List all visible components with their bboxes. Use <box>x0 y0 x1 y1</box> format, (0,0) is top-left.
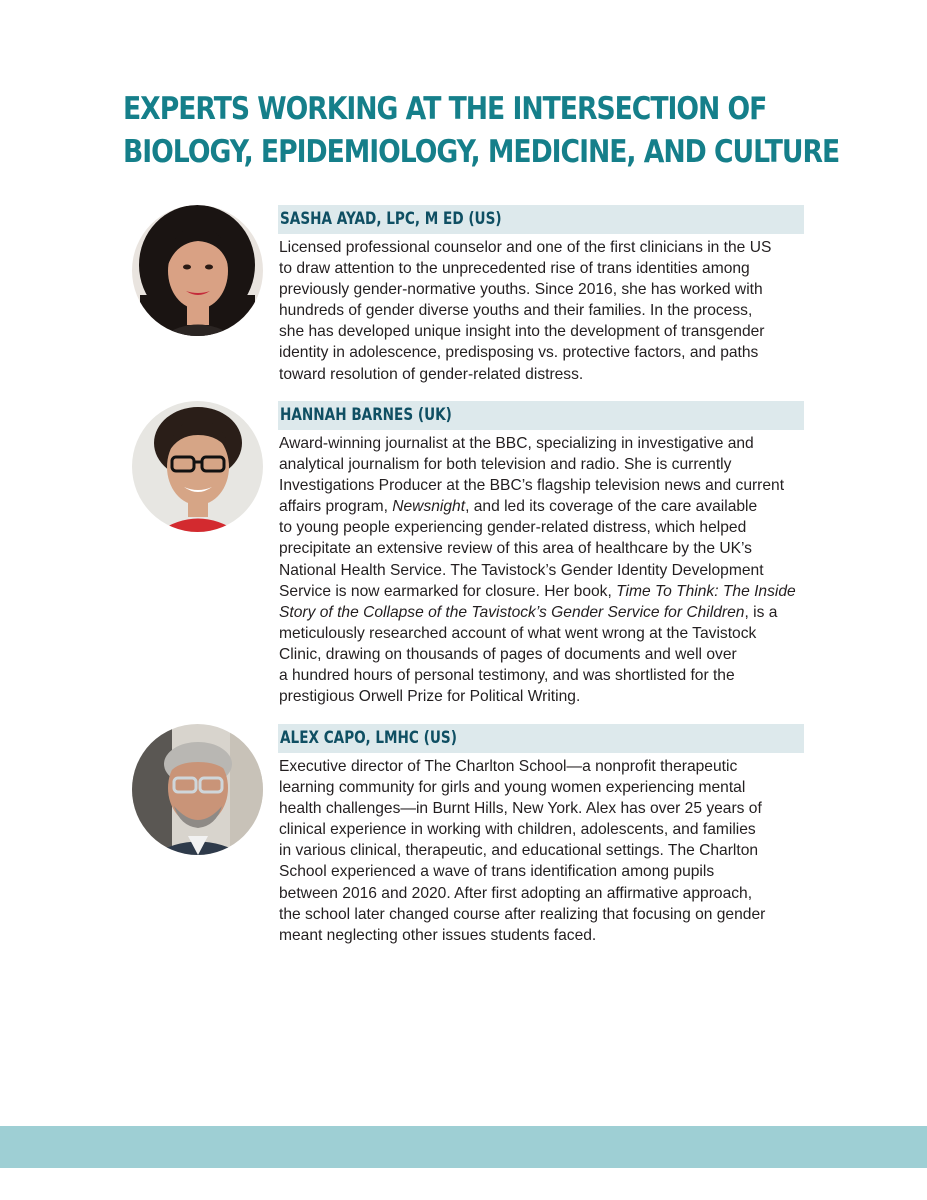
page-title-line-1: EXPERTS WORKING AT THE INTERSECTION OF <box>123 91 767 127</box>
bio-line <box>279 496 805 517</box>
bio-line: meant neglecting other issues students faced. <box>279 926 597 944</box>
bio-line: precipitate an extensive review of this area of healthcare by the UK’s <box>279 540 752 558</box>
bio-line: meticulously researched account of what went wrong at the Tavistock <box>279 624 757 642</box>
bio-line: Investigations Producer at the BBC’s flagship television news and current <box>279 477 785 495</box>
bio-line: between 2016 and 2020. After first adopting an affirmative approach, <box>279 884 753 902</box>
book-title: Time To Think: The Inside <box>616 582 796 600</box>
bio-line: she has developed unique insight into the development of transgender <box>279 323 765 341</box>
expert-bio <box>279 237 805 385</box>
expert-photo <box>132 401 263 532</box>
bio-line: hundreds of gender diverse youths and their families. In the process, <box>279 302 753 320</box>
bio-text: , is a <box>744 603 778 621</box>
bio-line: Award-winning journalist at the BBC, specializing in investigative and <box>279 435 754 452</box>
portrait-photo-icon <box>132 401 263 532</box>
bio-line: to draw attention to the unprecedented rise of trans identities among <box>279 260 750 278</box>
expert-photo <box>132 724 263 855</box>
bio-line: previously gender-normative youths. Since 2016, she has worked with <box>279 281 763 299</box>
bio-line: analytical journalism for both television and radio. She is currently <box>279 456 732 474</box>
page-title-line-2: BIOLOGY, EPIDEMIOLOGY, MEDICINE, AND CULTURE <box>123 134 840 170</box>
program-name: Newsnight <box>392 498 466 516</box>
expert-name: ALEX CAPO, LMHC (US) <box>280 728 457 748</box>
bio-line <box>279 581 805 602</box>
bio-text: Service is now earmarked for closure. Her book, <box>279 582 617 600</box>
bio-text: affairs program, <box>279 498 393 516</box>
bio-line: health challenges—in Burnt Hills, New York. Alex has over 25 years of <box>279 800 762 818</box>
bio-line: in various clinical, therapeutic, and educational settings. The Charlton <box>279 842 759 860</box>
bio-line: Clinic, drawing on thousands of pages of documents and well over <box>279 645 737 663</box>
bio-line: Licensed professional counselor and one of the first clinicians in the US <box>279 239 772 256</box>
bio-line: toward resolution of gender-related distress. <box>279 365 584 383</box>
bio-line: identity in adolescence, predisposing vs. protective factors, and paths <box>279 344 759 362</box>
expert-bio <box>279 433 805 707</box>
bio-line: National Health Service. The Tavistock’s Gender Identity Development <box>279 561 764 579</box>
expert-name: SASHA AYAD, LPC, M ED (US) <box>280 209 502 229</box>
bio-line: prestigious Orwell Prize for Political Writing. <box>279 688 581 706</box>
bio-line: Executive director of The Charlton School—a nonprofit therapeutic <box>279 758 738 775</box>
portrait-photo-icon <box>132 724 263 855</box>
bio-line <box>279 602 805 623</box>
bio-line: a hundred hours of personal testimony, and was shortlisted for the <box>279 667 735 685</box>
page-title <box>123 88 840 174</box>
bio-line: to young people experiencing gender-related distress, which helped <box>279 519 747 537</box>
footer-band <box>0 1126 927 1168</box>
bio-line: School experienced a wave of trans identification among pupils <box>279 863 715 881</box>
expert-bio <box>279 756 805 946</box>
name-bar <box>278 205 804 234</box>
bio-line: learning community for girls and young women experiencing mental <box>279 779 746 797</box>
expert-name: HANNAH BARNES (UK) <box>280 405 452 425</box>
bio-text: , and led its coverage of the care available <box>465 498 758 516</box>
name-bar <box>278 724 804 753</box>
expert-photo <box>132 205 263 336</box>
portrait-photo-icon <box>132 205 263 336</box>
name-bar <box>278 401 804 430</box>
bio-line: the school later changed course after realizing that focusing on gender <box>279 905 766 923</box>
book-title: Story of the Collapse of the Tavistock’s Gender Service for Children <box>279 603 745 621</box>
bio-line: clinical experience in working with children, adolescents, and families <box>279 821 756 839</box>
